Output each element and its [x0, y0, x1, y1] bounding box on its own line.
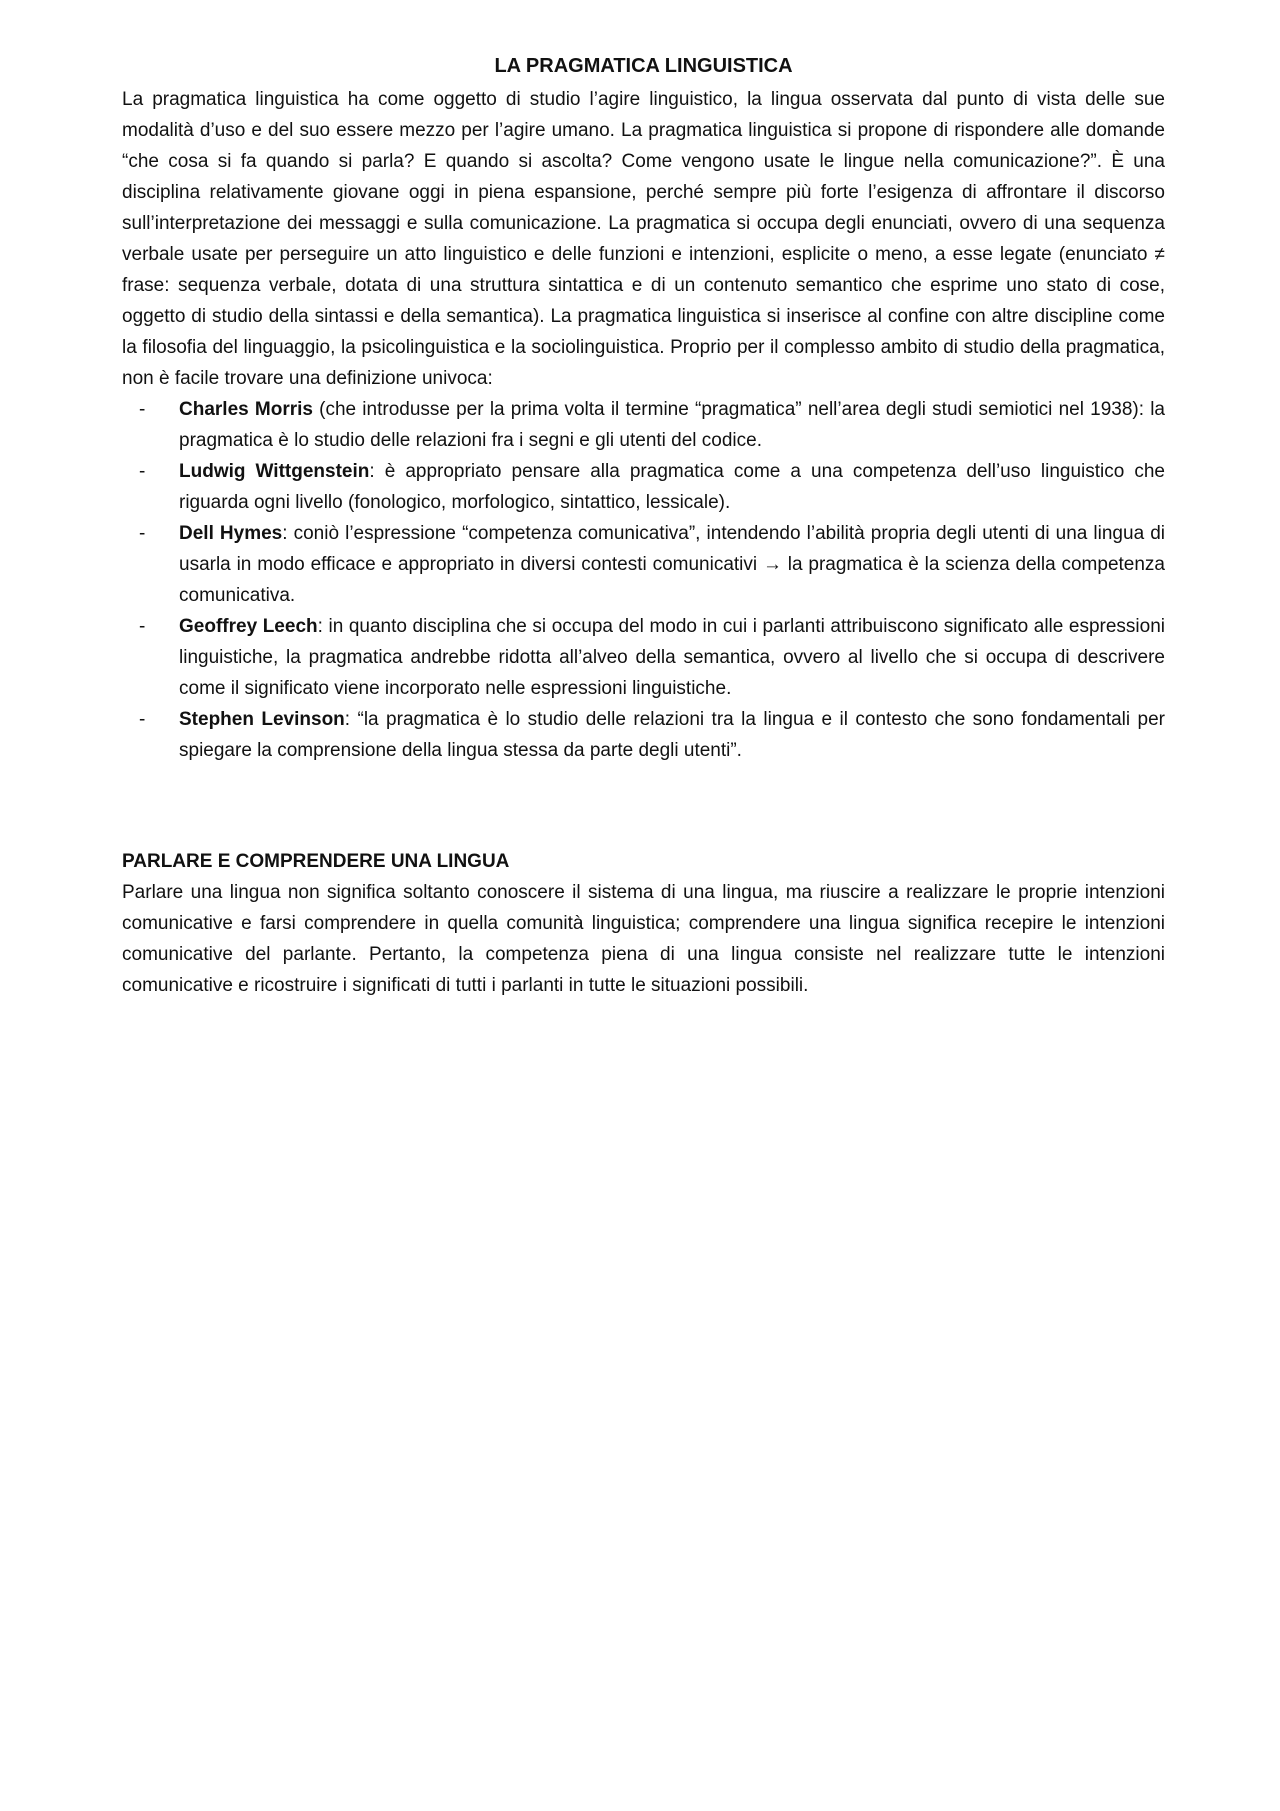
- list-bullet: -: [139, 399, 146, 420]
- document-page: [122, 50, 1165, 1001]
- author-name: Geoffrey Leech: [179, 616, 318, 637]
- list-bullet: -: [139, 461, 146, 482]
- author-name: Ludwig Wittgenstein: [179, 461, 370, 482]
- list-item: [122, 704, 1165, 766]
- definition-text: : è appropriato pensare alla pragmatica come a una competenza dell’uso linguistico che riguarda ogni livello (fonologico, morfologico, sintattico, lessicale).: [179, 461, 1165, 513]
- section-paragraph: Parlare una lingua non significa soltanto conoscere il sistema di una lingua, ma riuscire a realizzare le proprie intenzioni comunicative e farsi comprendere in quella comunità linguistica; comprendere una lingua significa recepire le intenzioni comunicative del parlante. Pertanto, la competenza piena di una lingua consiste nel realizzare tutte le intenzioni comunicative e ricostruire i significati di tutti i parlanti in tutte le situazioni possibili.: [122, 882, 1165, 996]
- list-item: [122, 456, 1165, 518]
- definition-text: (che introdusse per la prima volta il termine “pragmatica” nell’area degli studi semiotici nel 1938): la pragmatica è lo studio delle relazioni fra i segni e gli utenti del codice.: [179, 399, 1165, 451]
- intro-paragraph: La pragmatica linguistica ha come oggetto di studio l’agire linguistico, la lingua osservata dal punto di vista delle sue modalità d’uso e del suo essere mezzo per l’agire umano. La pragmatica linguistica si propone di rispondere alle domande “che cosa si fa quando si parla? E quando si ascolta? Come vengono usate le lingue nella comunicazione?”. È una disciplina relativamente giovane oggi in piena espansione, perché sempre più forte l’esigenza di affrontare il discorso sull’interpretazione dei messaggi e sulla comunicazione. La pragmatica si occupa degli enunciati, ovvero di una sequenza verbale usate per perseguire un atto linguistico e delle funzioni e intenzioni, esplicite o meno, a esse legate (enunciato ≠ frase: sequenza verbale, dotata di una struttura sintattica e di un contenuto semantico che esprime uno stato di cose, oggetto di studio della sintassi e della semantica). La pragmatica linguistica si inserisce al confine con altre discipline come la filosofia del linguaggio, la psicolinguistica e la sociolinguistica. Proprio per il complesso ambito di studio della pragmatica, non è facile trovare una definizione univoca:: [122, 89, 1165, 389]
- definition-text: : in quanto disciplina che si occupa del modo in cui i parlanti attribuiscono significato alle espressioni linguistiche, la pragmatica andrebbe ridotta all’alveo della semantica, ovvero al livello che si occupa di descrivere come il significato viene incorporato nelle espressioni linguistiche.: [179, 616, 1166, 699]
- author-name: Dell Hymes: [179, 523, 283, 544]
- page-title: LA PRAGMATICA LINGUISTICA: [494, 55, 793, 77]
- section-heading: PARLARE E COMPRENDERE UNA LINGUA: [122, 851, 510, 872]
- author-name: Stephen Levinson: [179, 709, 345, 730]
- definition-text: : “la pragmatica è lo studio delle relazioni tra la lingua e il contesto che sono fondamentali per spiegare la comprensione della lingua stessa da parte degli utenti”.: [179, 709, 1165, 761]
- list-item: [122, 518, 1165, 611]
- definitions-list: [122, 394, 1165, 766]
- list-item: [122, 611, 1165, 704]
- list-bullet: -: [139, 616, 146, 637]
- list-bullet: -: [139, 523, 146, 544]
- author-name: Charles Morris: [179, 399, 313, 420]
- definition-text: : coniò l’espressione “competenza comunicativa”, intendendo l’abilità propria degli utenti di una lingua di usarla in modo efficace e appropriato in diversi contesti comunicativi → la pragmatica è la scienza della competenza comunicativa.: [179, 523, 1165, 606]
- list-item: [122, 394, 1165, 456]
- list-bullet: -: [139, 709, 146, 730]
